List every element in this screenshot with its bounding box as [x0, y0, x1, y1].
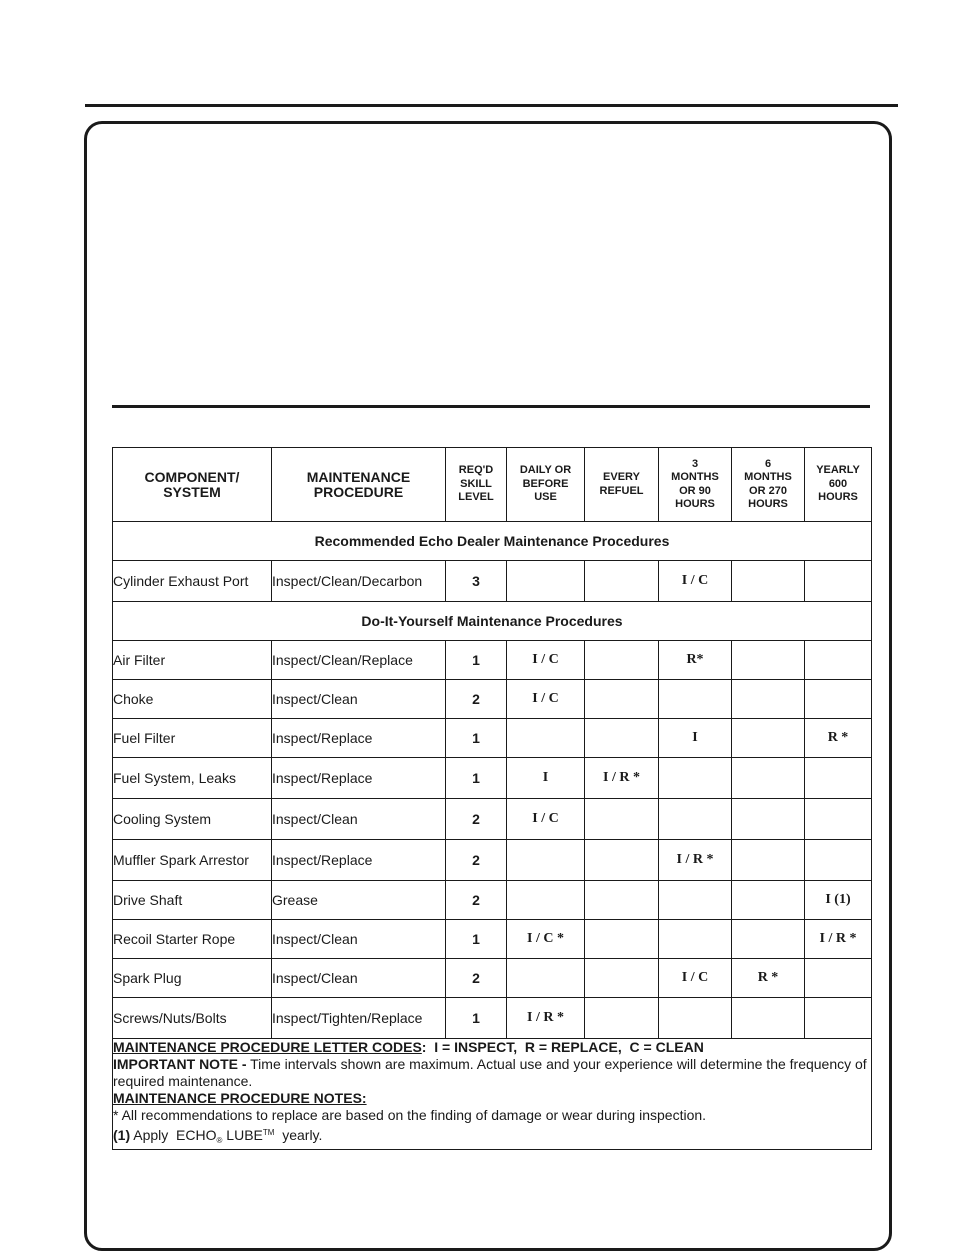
col-header-yearly: YEARLY 600 HOURS — [805, 448, 872, 522]
section-rule — [112, 405, 870, 408]
procedure-cell: Inspect/Clean/Replace — [272, 641, 446, 680]
refuel-cell — [585, 641, 659, 680]
component-cell: Muffler Spark Arrestor — [113, 840, 272, 881]
3-months-cell: I / C — [659, 959, 732, 998]
important-note-text: Time intervals shown are maximum. Actual use and your experience will determine the frequency of required maintenance. — [113, 1056, 867, 1089]
daily-cell — [507, 881, 585, 920]
skill-cell: 1 — [446, 998, 507, 1039]
3-months-cell — [659, 920, 732, 959]
section-row-diy — [113, 602, 872, 641]
note-1-label: (1) — [113, 1127, 131, 1143]
procedure-cell: Inspect/Clean — [272, 959, 446, 998]
procedure-notes-title: MAINTENANCE PROCEDURE NOTES: — [113, 1090, 367, 1106]
section-title-dealer: Recommended Echo Dealer Maintenance Procedures — [113, 522, 872, 561]
3-months-cell: I / C — [659, 561, 732, 602]
daily-cell: I / C — [507, 641, 585, 680]
table-row — [113, 959, 872, 998]
6-months-cell — [732, 881, 805, 920]
refuel-cell — [585, 719, 659, 758]
trademark-mark: TM — [262, 1128, 275, 1137]
yearly-cell — [805, 799, 872, 840]
skill-cell: 1 — [446, 920, 507, 959]
daily-cell — [507, 840, 585, 881]
component-cell: Screws/Nuts/Bolts — [113, 998, 272, 1039]
table-row — [113, 799, 872, 840]
section-title-diy: Do-It-Yourself Maintenance Procedures — [113, 602, 872, 641]
important-note-label: IMPORTANT NOTE - — [113, 1056, 247, 1072]
daily-cell: I / C — [507, 680, 585, 719]
refuel-cell — [585, 799, 659, 840]
refuel-cell — [585, 680, 659, 719]
yearly-cell — [805, 561, 872, 602]
3-months-cell — [659, 881, 732, 920]
col-header-refuel: EVERY REFUEL — [585, 448, 659, 522]
6-months-cell — [732, 641, 805, 680]
daily-cell: I / C * — [507, 920, 585, 959]
important-note — [113, 1056, 871, 1090]
yearly-cell — [805, 641, 872, 680]
yearly-cell — [805, 680, 872, 719]
skill-cell: 2 — [446, 840, 507, 881]
note-star: * All recommendations to replace are based on the finding of damage or wear during inspection. — [113, 1107, 707, 1123]
table-row — [113, 920, 872, 959]
yearly-cell — [805, 998, 872, 1039]
table-row — [113, 680, 872, 719]
yearly-cell: I / R * — [805, 920, 872, 959]
procedure-cell: Inspect/Clean/Decarbon — [272, 561, 446, 602]
letter-codes-text: I = INSPECT, R = REPLACE, C = CLEAN — [426, 1039, 704, 1055]
table-row — [113, 840, 872, 881]
3-months-cell: I / R * — [659, 840, 732, 881]
yearly-cell — [805, 840, 872, 881]
component-cell: Recoil Starter Rope — [113, 920, 272, 959]
refuel-cell — [585, 959, 659, 998]
refuel-cell — [585, 881, 659, 920]
table-row — [113, 641, 872, 680]
daily-cell — [507, 719, 585, 758]
daily-cell — [507, 561, 585, 602]
yearly-cell — [805, 959, 872, 998]
refuel-cell — [585, 998, 659, 1039]
3-months-cell — [659, 799, 732, 840]
skill-cell: 1 — [446, 641, 507, 680]
table-row — [113, 758, 872, 799]
yearly-cell: I (1) — [805, 881, 872, 920]
skill-cell: 1 — [446, 758, 507, 799]
6-months-cell — [732, 920, 805, 959]
6-months-cell — [732, 561, 805, 602]
skill-cell: 2 — [446, 959, 507, 998]
header-rule — [85, 104, 898, 107]
skill-cell: 2 — [446, 881, 507, 920]
component-cell: Spark Plug — [113, 959, 272, 998]
component-cell: Choke — [113, 680, 272, 719]
skill-cell: 2 — [446, 799, 507, 840]
note-1-apply: Apply ECHO — [130, 1127, 217, 1143]
registered-mark: ® — [216, 1136, 223, 1145]
table-row — [113, 561, 872, 602]
col-header-3-months: 3 MONTHS OR 90 HOURS — [659, 448, 732, 522]
6-months-cell — [732, 799, 805, 840]
3-months-cell — [659, 680, 732, 719]
procedure-cell: Grease — [272, 881, 446, 920]
component-cell: Air Filter — [113, 641, 272, 680]
skill-cell: 1 — [446, 719, 507, 758]
letter-codes-line — [113, 1039, 871, 1056]
procedure-cell: Inspect/Replace — [272, 719, 446, 758]
col-header-6-months: 6 MONTHS OR 270 HOURS — [732, 448, 805, 522]
daily-cell: I / R * — [507, 998, 585, 1039]
6-months-cell: R * — [732, 959, 805, 998]
component-cell: Fuel Filter — [113, 719, 272, 758]
refuel-cell: I / R * — [585, 758, 659, 799]
header-row — [113, 448, 872, 522]
col-header-skill: REQ'D SKILL LEVEL — [446, 448, 507, 522]
section-row-dealer — [113, 522, 872, 561]
component-cell: Drive Shaft — [113, 881, 272, 920]
component-cell: Cylinder Exhaust Port — [113, 561, 272, 602]
component-cell: Cooling System — [113, 799, 272, 840]
procedure-cell: Inspect/Tighten/Replace — [272, 998, 446, 1039]
notes-row — [113, 1039, 872, 1150]
daily-cell: I / C — [507, 799, 585, 840]
yearly-cell: R * — [805, 719, 872, 758]
3-months-cell: I — [659, 719, 732, 758]
6-months-cell — [732, 840, 805, 881]
skill-cell: 3 — [446, 561, 507, 602]
col-header-daily: DAILY OR BEFORE USE — [507, 448, 585, 522]
note-1-lube: LUBE — [222, 1127, 263, 1143]
6-months-cell — [732, 758, 805, 799]
3-months-cell — [659, 758, 732, 799]
note-1-end: yearly. — [274, 1127, 323, 1143]
procedure-cell: Inspect/Clean — [272, 920, 446, 959]
6-months-cell — [732, 719, 805, 758]
component-cell: Fuel System, Leaks — [113, 758, 272, 799]
3-months-cell — [659, 998, 732, 1039]
3-months-cell: R* — [659, 641, 732, 680]
letter-codes-colon: : — [421, 1039, 427, 1055]
letter-codes-title: MAINTENANCE PROCEDURE LETTER CODES — [113, 1039, 422, 1055]
daily-cell: I — [507, 758, 585, 799]
table-row — [113, 881, 872, 920]
procedure-cell: Inspect/Replace — [272, 840, 446, 881]
notes-cell — [113, 1039, 872, 1150]
skill-cell: 2 — [446, 680, 507, 719]
note-1 — [113, 1124, 871, 1149]
refuel-cell — [585, 840, 659, 881]
table-row — [113, 719, 872, 758]
6-months-cell — [732, 680, 805, 719]
col-header-procedure: MAINTENANCE PROCEDURE — [272, 448, 446, 522]
table-row — [113, 998, 872, 1039]
col-header-component: COMPONENT/ SYSTEM — [113, 448, 272, 522]
procedure-cell: Inspect/Replace — [272, 758, 446, 799]
yearly-cell — [805, 758, 872, 799]
procedure-cell: Inspect/Clean — [272, 799, 446, 840]
procedure-cell: Inspect/Clean — [272, 680, 446, 719]
refuel-cell — [585, 920, 659, 959]
6-months-cell — [732, 998, 805, 1039]
refuel-cell — [585, 561, 659, 602]
daily-cell — [507, 959, 585, 998]
maintenance-schedule-table — [112, 447, 872, 1150]
